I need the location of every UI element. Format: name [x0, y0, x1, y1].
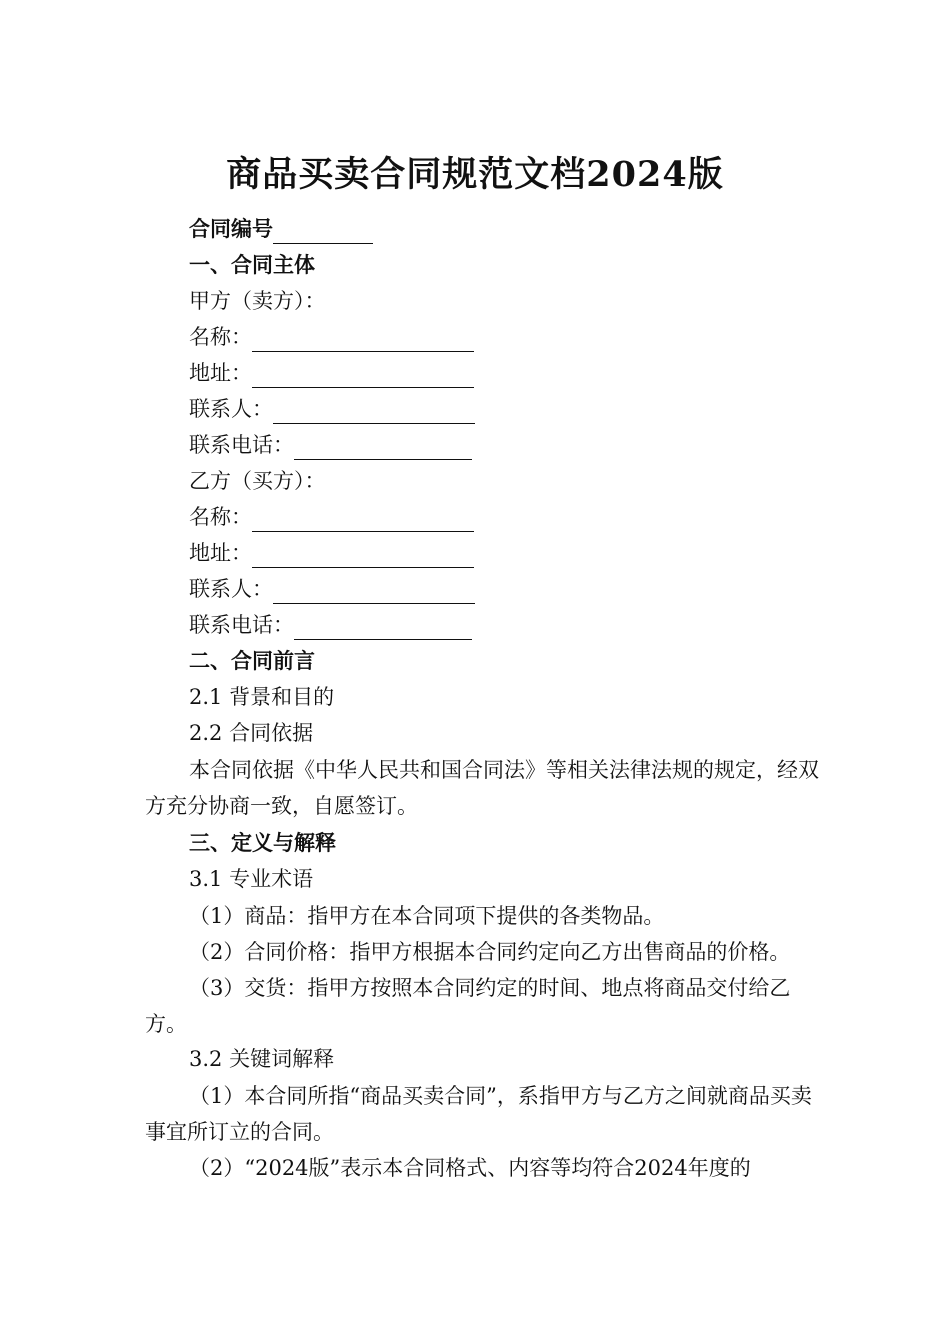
party-a-name-label: 名称： [189, 325, 252, 349]
party-b-phone-line [189, 610, 472, 640]
party-a-heading: 甲方（卖方）： [189, 289, 326, 313]
section1-heading: 一、合同主体 [189, 252, 315, 277]
party-a-phone-blank[interactable] [294, 435, 472, 460]
party-b-address-line [189, 538, 474, 568]
party-a-name-blank[interactable] [252, 327, 474, 352]
party-a-address-blank[interactable] [252, 363, 474, 388]
party-b-heading: 乙方（买方）： [189, 469, 326, 493]
term-3: （3）交货：指甲方按照本合同约定的时间、地点将商品交付给乙方。 [145, 976, 791, 1036]
keyword-1: （1）本合同所指“商品买卖合同”，系指甲方与乙方之间就商品买卖事宜所订立的合同。 [145, 1084, 812, 1144]
party-a-contact-line [189, 394, 475, 424]
section2-item1: 2.1 背景和目的 [189, 685, 335, 709]
section2-item2: 2.2 合同依据 [189, 721, 314, 745]
party-b-contact-blank[interactable] [273, 579, 475, 604]
party-b-contact-line [189, 574, 475, 604]
term-1: （1）商品：指甲方在本合同项下提供的各类物品。 [189, 904, 665, 928]
party-a-contact-label: 联系人： [189, 397, 273, 421]
document-title: 商品买卖合同规范文档2024版 [226, 154, 724, 195]
party-b-phone-blank[interactable] [294, 615, 472, 640]
section2-heading: 二、合同前言 [189, 648, 315, 673]
party-a-address-label: 地址： [189, 361, 252, 385]
party-b-contact-label: 联系人： [189, 577, 273, 601]
party-b-name-label: 名称： [189, 505, 252, 529]
party-a-address-line [189, 358, 474, 388]
party-b-address-blank[interactable] [252, 543, 474, 568]
contract-number-blank[interactable] [273, 219, 373, 244]
party-b-name-line [189, 502, 474, 532]
party-a-contact-blank[interactable] [273, 399, 475, 424]
party-b-address-label: 地址： [189, 541, 252, 565]
section3-heading: 三、定义与解释 [189, 830, 336, 855]
party-b-name-blank[interactable] [252, 507, 474, 532]
section3-sub2: 3.2 关键词解释 [189, 1047, 335, 1071]
party-a-phone-label: 联系电话： [189, 433, 294, 457]
party-b-phone-label: 联系电话： [189, 613, 294, 637]
term-2: （2）合同价格：指甲方根据本合同约定向乙方出售商品的价格。 [189, 940, 791, 964]
contract-number-label: 合同编号 [189, 216, 273, 241]
party-a-phone-line [189, 430, 472, 460]
section2-paragraph: 本合同依据《中华人民共和国合同法》等相关法律法规的规定，经双方充分协商一致，自愿签订。 [145, 758, 819, 818]
contract-number-line [189, 214, 373, 244]
keyword-2: （2）“2024版”表示本合同格式、内容等均符合2024年度的 [189, 1156, 751, 1180]
section3-sub1: 3.1 专业术语 [189, 867, 314, 891]
party-a-name-line [189, 322, 474, 352]
